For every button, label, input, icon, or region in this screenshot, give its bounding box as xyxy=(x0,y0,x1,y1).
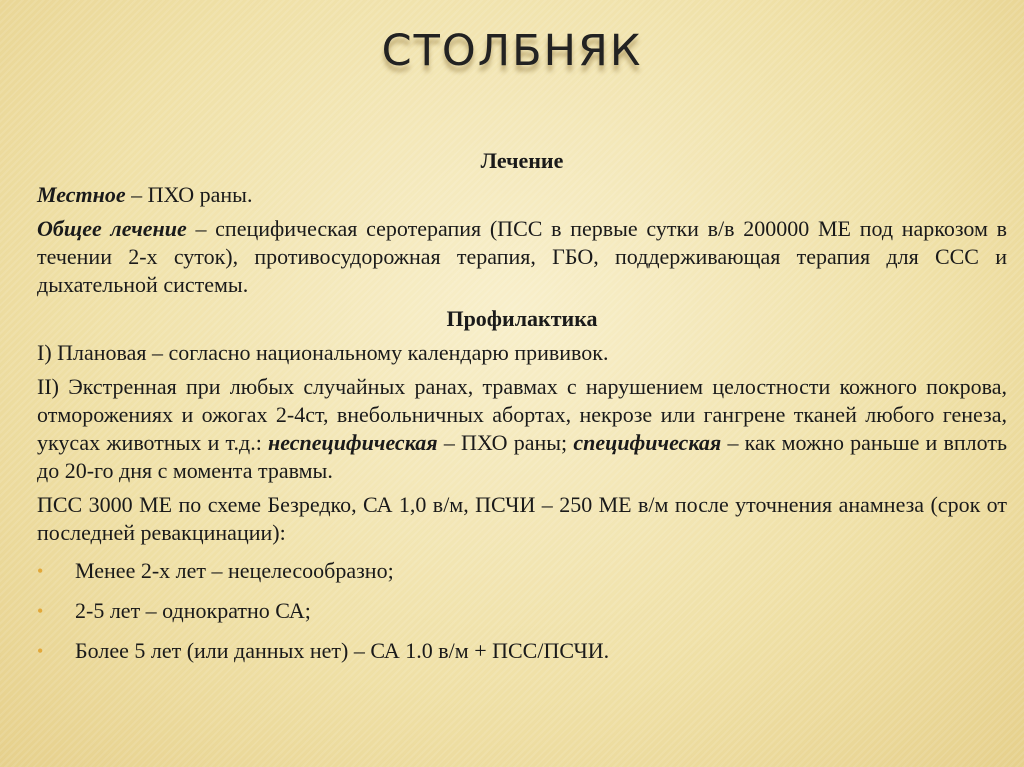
bullet-icon: • xyxy=(37,561,44,581)
local-treatment xyxy=(37,181,1007,209)
emergency-prevention xyxy=(37,373,1007,485)
specific-label: специфическая xyxy=(573,430,722,455)
list-item-text: 2-5 лет – однократно СА; xyxy=(75,598,311,623)
scheme-text: ПСС 3000 МЕ по схеме Безредко, СА 1,0 в/м, ПСЧИ – 250 МЕ в/м после уточнения анамнеза (срок от последней ревакцинации): xyxy=(37,492,1007,545)
bullet-icon: • xyxy=(37,601,44,621)
planned-prevention: I) Плановая – согласно национальному календарю прививок. xyxy=(37,340,609,365)
general-treatment xyxy=(37,215,1007,299)
list-item xyxy=(37,597,1007,625)
local-text: – ПХО раны. xyxy=(125,182,253,207)
general-label: Общее лечение xyxy=(37,216,187,241)
nonspecific-text: – ПХО раны; xyxy=(437,430,574,455)
slide-title: СТОЛБНЯК xyxy=(381,26,643,76)
prevention-heading: Профилактика xyxy=(446,306,598,331)
nonspecific-label: неспецифическая xyxy=(268,430,438,455)
list-item-text: Менее 2-х лет – нецелесообразно; xyxy=(75,558,394,583)
list-item xyxy=(37,637,1007,665)
bullet-list xyxy=(37,557,1007,665)
bullet-icon: • xyxy=(37,641,44,661)
list-item-text: Более 5 лет (или данных нет) – СА 1.0 в/м + ПСС/ПСЧИ. xyxy=(75,638,610,663)
treatment-heading: Лечение xyxy=(480,148,564,173)
specific-text: – как можно раньше и вплоть до 20-го дня с момента травмы. xyxy=(37,430,1007,483)
slide-content xyxy=(37,143,1007,677)
local-label: Местное xyxy=(37,182,126,207)
emergency-text: II) Экстренная при любых случайных ранах, травмах с нарушением целостности кожного покрова, отморожениях и ожогах 2-4ст, внебольничных абортах, некрозе или гангрене тканей любого генеза, укусах животных и т.д.: xyxy=(37,374,1007,455)
list-item xyxy=(37,557,1007,585)
general-text: – специфическая серотерапия (ПСС в первые сутки в/в 200000 МЕ под наркозом в течении 2-х суток), противосудорожная терапия, ГБО, поддерживающая терапия для ССС и дыхательной системы. xyxy=(37,216,1008,297)
